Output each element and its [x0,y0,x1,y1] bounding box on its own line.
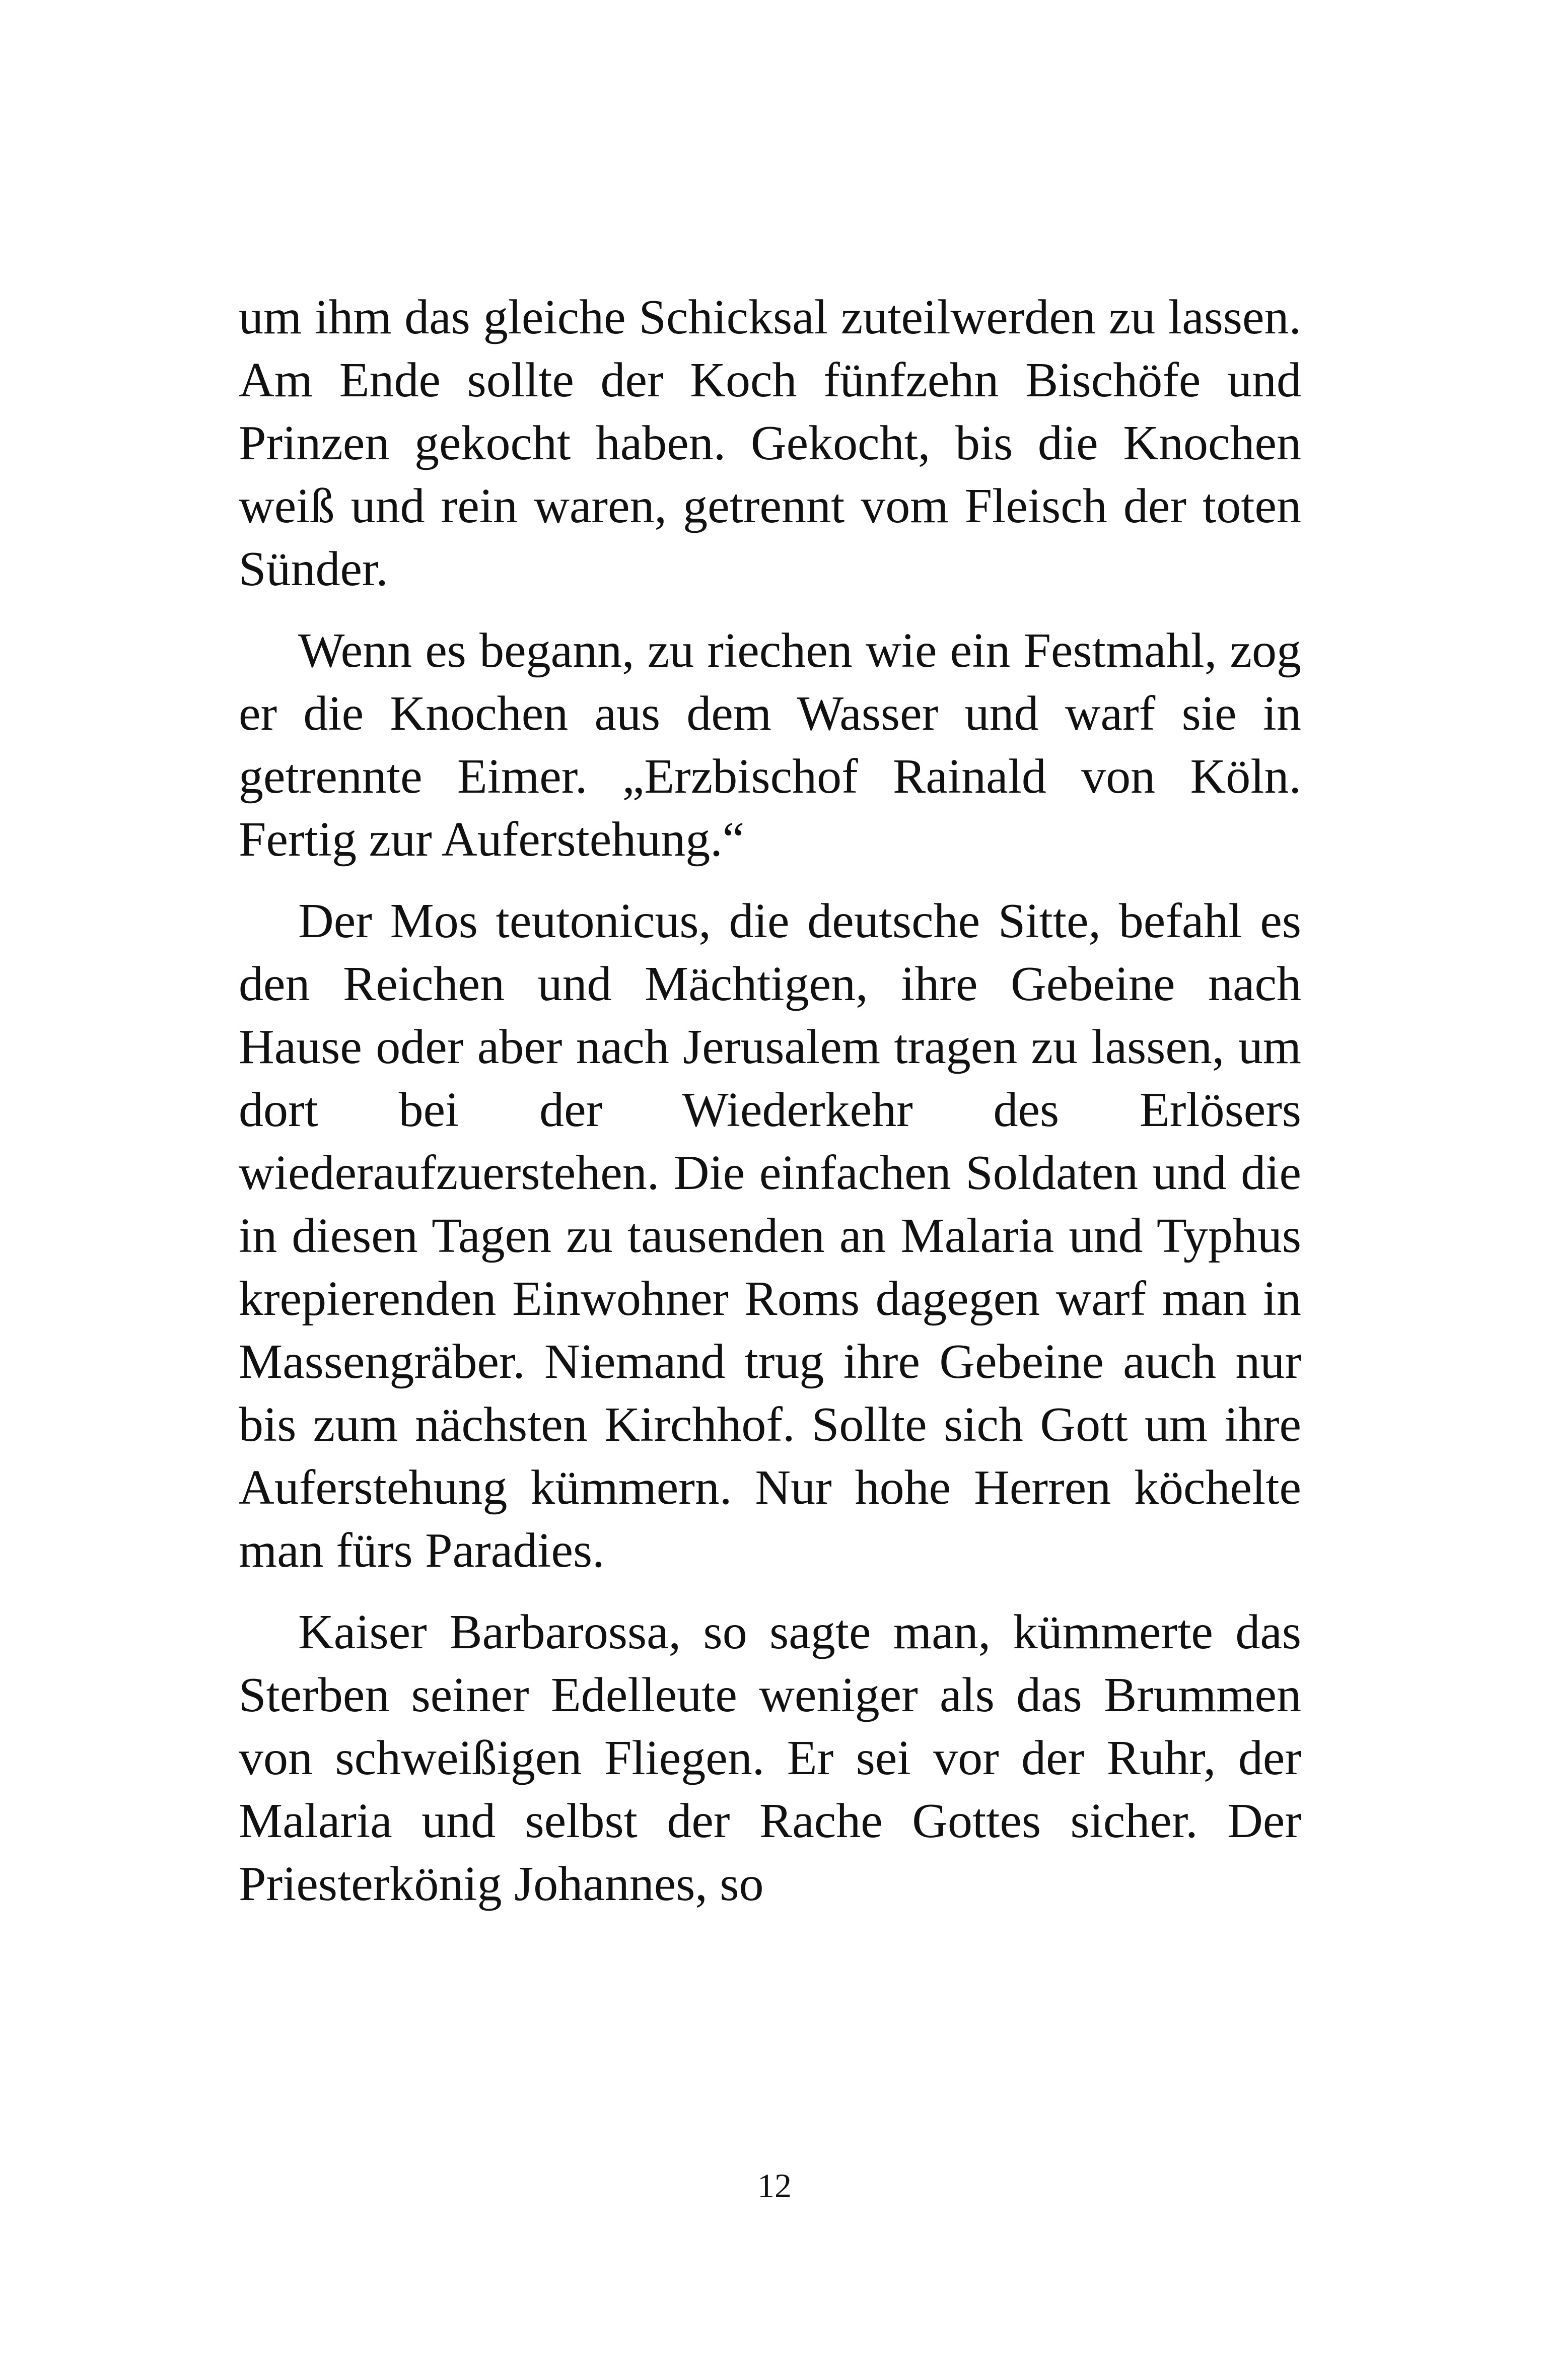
paragraph-2: Wenn es begann, zu riechen wie ein Festmahl, zog er die Knochen aus dem Wasser und warf sie in getrennte Eimer. „Erzbischof Rainald von Köln. Fertig zur Auferstehung.“ [239,623,1301,867]
paragraph-4: Kaiser Barbarossa, so sagte man, kümmerte das Sterben seiner Edelleute weniger als das Brummen von schweißigen Fliegen. Er sei vor der Ruhr, der Malaria und selbst der Rache Gottes sicher. Der Priesterkönig Johannes, so [239,1605,1301,1911]
page-number: 12 [757,2166,792,2205]
paragraph-1: um ihm das gleiche Schicksal zuteilwerden zu lassen. Am Ende sollte der Koch fünfzehn Bischöfe und Prinzen gekocht haben. Gekocht, bis die Knochen weiß und rein waren, getrennt vom Fleisch der toten Sünder. [239,290,1301,596]
page-body [239,286,1301,1934]
paragraph-3: Der Mos teutonicus, die deutsche Sitte, befahl es den Reichen und Mächtigen, ihre Gebeine nach Hause oder aber nach Jerusalem tragen zu lassen, um dort bei der Wiederkehr des Erlösers wiederaufzuerstehen. Die einfachen Soldaten und die in diesen Tagen zu tausenden an Malaria und Typhus krepierenden Einwohner Roms dagegen warf man in Massengräber. Niemand trug ihre Gebeine auch nur bis zum nächsten Kirchhof. Sollte sich Gott um ihre Auferstehung kümmern. Nur hohe Herren köchelte man fürs Paradies. [239,894,1301,1578]
